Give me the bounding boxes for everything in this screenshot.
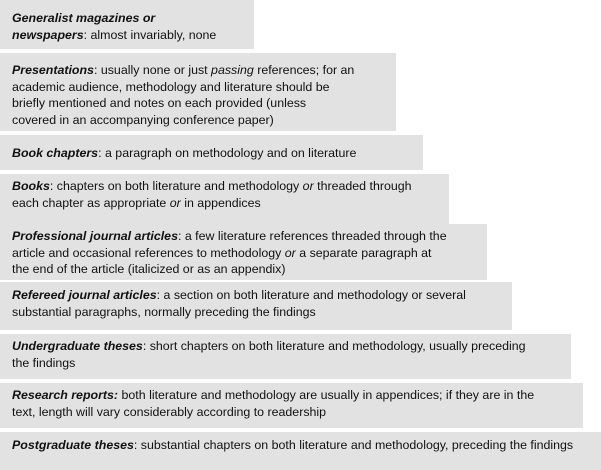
step-emphasis: or [169, 195, 181, 210]
step-text [12, 387, 579, 420]
step-description: references; for an academic audience, methodology and literature should be briefly mentioned and notes on each provided (unless covered in an accompanying conference paper) [12, 63, 355, 127]
step-term: Research reports: [12, 388, 119, 402]
step-emphasis: or [302, 179, 314, 193]
step-presentations [0, 53, 396, 131]
step-emphasis: passing [211, 63, 254, 77]
step-description: : a paragraph on methodology and on literature [98, 146, 357, 160]
step-generalist-magazines [0, 0, 254, 49]
step-emphasis: or [284, 245, 296, 260]
step-description: threaded through each chapter as appropriate [12, 179, 412, 210]
step-text [12, 62, 392, 128]
step-description: in appendices [180, 195, 261, 210]
step-books [0, 174, 449, 224]
step-term: Undergraduate theses [12, 339, 143, 353]
step-term: Book chapters [12, 146, 99, 160]
step-book-chapters [0, 135, 423, 170]
step-description: : a section on both literature and methodology or several substantial paragraphs, normally preceding the findings [12, 288, 466, 319]
step-term: Professional journal articles [12, 229, 178, 243]
step-refereed-journal-articles [0, 282, 512, 330]
step-undergraduate-theses [0, 334, 571, 379]
step-description: : almost invariably, none [83, 27, 217, 42]
step-description: : substantial chapters on both literature and methodology, preceding the findings [133, 438, 574, 452]
step-text [12, 287, 508, 320]
step-description: : short chapters on both literature and methodology, usually preceding the findings [12, 339, 526, 370]
step-text [12, 145, 419, 162]
step-description: both literature and methodology are usually in appendices; if they are in the text, length will vary considerably according to readership [12, 388, 535, 419]
step-professional-journal-articles [0, 224, 487, 280]
step-research-reports [0, 383, 583, 428]
step-description: : usually none or just [93, 63, 212, 77]
step-text [12, 437, 597, 454]
step-term: Refereed journal articles [12, 288, 157, 302]
step-term: Postgraduate theses [12, 438, 134, 452]
step-text [12, 10, 250, 43]
step-text [12, 178, 445, 211]
step-term: Presentations [12, 63, 94, 77]
step-term: Generalist magazines or newspapers [12, 11, 156, 42]
step-postgraduate-theses [0, 432, 601, 470]
step-description: : a few literature references threaded through the article and occasional references to methodology [12, 229, 447, 260]
step-term: Books [12, 179, 50, 193]
step-description: : chapters on both literature and methodology [49, 179, 303, 193]
step-description: a separate paragraph at the end of the article (italicized or as an appendix) [12, 245, 432, 277]
step-text [12, 338, 567, 371]
step-text [12, 228, 483, 278]
